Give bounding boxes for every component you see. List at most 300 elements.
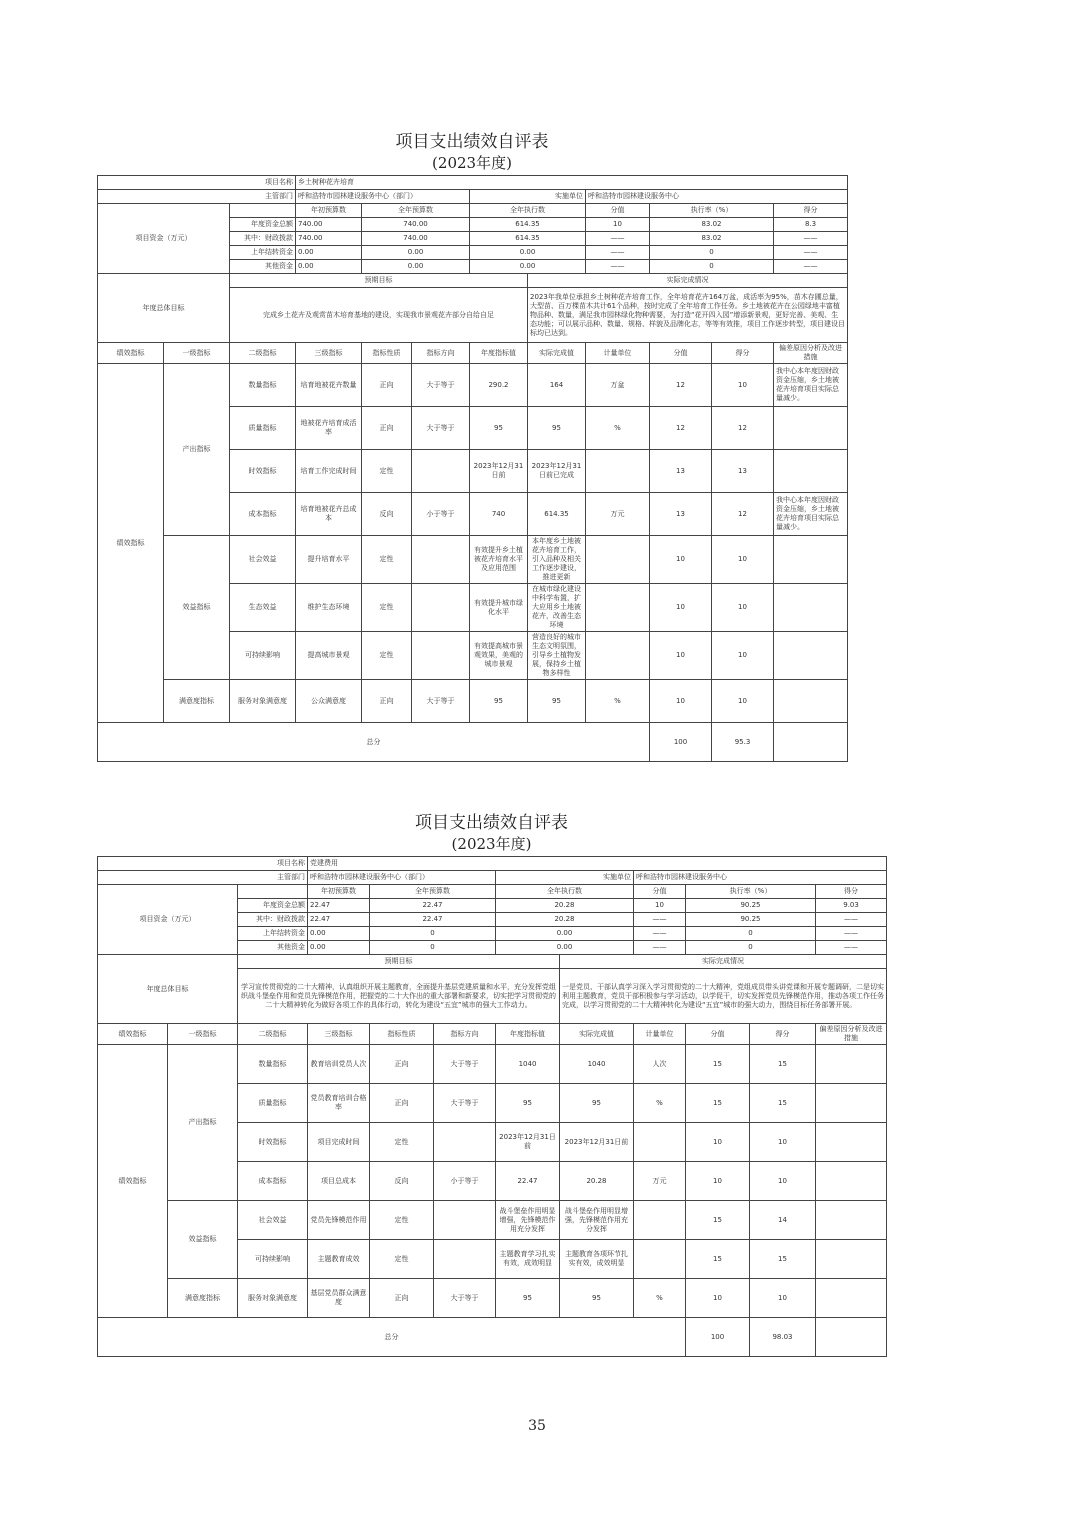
fund-executed: 20.28 [496, 913, 634, 927]
annual-target-value: 95 [470, 680, 528, 723]
fund-header-weight: 分值 [634, 885, 686, 899]
tertiary-indicator: 提高城市景观 [296, 632, 362, 680]
indicator-header-cell: 指标性质 [362, 343, 412, 364]
fund-weight: —— [634, 941, 686, 955]
implementer-label: 实施单位 [496, 871, 634, 885]
fund-row-label: 其他资金 [230, 260, 296, 274]
annual-target-value: 主题教育学习扎实有效，成效明显 [496, 1240, 560, 1279]
project-name-row [98, 176, 848, 190]
fund-label: 项目资金（万元） [98, 885, 238, 955]
fund-score: —— [816, 941, 887, 955]
fund-initial-budget: 0.00 [296, 246, 362, 260]
measure-unit: 人次 [634, 1045, 686, 1084]
deviation-analysis [774, 450, 848, 493]
total-weight: 100 [686, 1318, 750, 1357]
table-sheet-1 [97, 131, 847, 762]
fund-initial-budget: 740.00 [296, 218, 362, 232]
indicator-score: 10 [750, 1123, 816, 1162]
fund-header-row [98, 885, 887, 899]
actual-value: 95 [528, 680, 586, 723]
fund-initial-budget: 22.47 [308, 913, 370, 927]
fund-executed: 0.00 [496, 941, 634, 955]
indicator-header-cell: 指标方向 [412, 343, 470, 364]
deviation-analysis [816, 1201, 887, 1240]
fund-score: 9.03 [816, 899, 887, 913]
indicator-header-row [98, 1024, 887, 1045]
annual-goal-label: 年度总体目标 [98, 274, 230, 343]
indicator-direction: 大于等于 [434, 1084, 496, 1123]
fund-row-label: 其中：财政拨款 [230, 232, 296, 246]
actual-value: 2023年12月31日前 [560, 1123, 634, 1162]
indicator-header-cell: 分值 [686, 1024, 750, 1045]
actual-value: 164 [528, 364, 586, 407]
fund-row-label: 年度资金总额 [230, 218, 296, 232]
actual-value: 在城市绿化建设中科学布置，扩大应用乡土地被花卉，改善生态环境 [528, 584, 586, 632]
fund-weight: —— [586, 246, 650, 260]
table-2-year: (2023年度) [451, 835, 532, 853]
indicator-header-cell: 一级指标 [168, 1024, 238, 1045]
indicator-direction [412, 632, 470, 680]
fund-header-executed: 全年执行数 [470, 204, 586, 218]
fund-annual-budget: 0 [370, 927, 496, 941]
indicator-header-cell: 指标性质 [370, 1024, 434, 1045]
indicator-direction [434, 1240, 496, 1279]
expected-goal-header: 预期目标 [230, 274, 528, 288]
secondary-indicator: 质量指标 [230, 407, 296, 450]
fund-executed: 0.00 [470, 260, 586, 274]
annual-target-value: 2023年12月31日前 [470, 450, 528, 493]
indicator-nature: 正向 [362, 364, 412, 407]
actual-value: 95 [528, 407, 586, 450]
fund-annual-budget: 0 [370, 941, 496, 955]
deviation-analysis [774, 407, 848, 450]
indicator-header-cell: 得分 [712, 343, 774, 364]
indicator-weight: 10 [650, 584, 712, 632]
actual-value: 本年度乡土地被花卉培育工作，引入品种及相关工作逐步建设，推进更新 [528, 536, 586, 584]
fund-rate: 0 [650, 260, 774, 274]
indicator-score: 14 [750, 1201, 816, 1240]
indicator-nature: 正向 [362, 407, 412, 450]
fund-weight: —— [586, 232, 650, 246]
table-1-title: 项目支出绩效自评表 [395, 132, 549, 152]
deviation-analysis: 我中心本年度因财政资金压缩，乡土地被花卉培育项目实际总量减少。 [774, 364, 848, 407]
indicator-header-cell: 得分 [750, 1024, 816, 1045]
fund-header-row [98, 204, 848, 218]
output-indicator-label: 产出指标 [168, 1045, 238, 1201]
indicator-row [98, 536, 848, 584]
deviation-analysis [816, 1045, 887, 1084]
actual-value: 2023年12月31日前已完成 [528, 450, 586, 493]
indicator-direction: 大于等于 [434, 1045, 496, 1084]
implementer-label: 实施单位 [470, 190, 586, 204]
actual-value: 95 [560, 1084, 634, 1123]
secondary-indicator: 社会效益 [230, 536, 296, 584]
actual-result-header: 实际完成情况 [528, 274, 848, 288]
indicator-nature: 正向 [370, 1045, 434, 1084]
secondary-indicator: 可持续影响 [230, 632, 296, 680]
implementer-value: 呼和浩特市园林建设服务中心 [586, 190, 848, 204]
project-name-row [98, 857, 887, 871]
secondary-indicator: 服务对象满意度 [238, 1279, 308, 1318]
indicator-weight: 15 [686, 1201, 750, 1240]
indicator-header-cell: 年度指标值 [470, 343, 528, 364]
fund-blank-cell [238, 885, 308, 899]
indicator-header-cell: 年度指标值 [496, 1024, 560, 1045]
tertiary-indicator: 提升培育水平 [296, 536, 362, 584]
tertiary-indicator: 培育地被花卉数量 [296, 364, 362, 407]
indicator-nature: 定性 [362, 536, 412, 584]
indicator-nature: 反向 [370, 1162, 434, 1201]
secondary-indicator: 数量指标 [230, 364, 296, 407]
indicator-header-cell: 一级指标 [164, 343, 230, 364]
benefit-indicator-label: 效益指标 [164, 536, 230, 680]
fund-initial-budget: 740.00 [296, 232, 362, 246]
indicator-weight: 12 [650, 364, 712, 407]
actual-value: 营造良好的城市生态文明氛围，引导乡土植物发展，保持乡土植物多样性 [528, 632, 586, 680]
performance-indicator-label: 绩效指标 [98, 364, 164, 723]
department-value: 呼和浩特市园林建设服务中心（部门） [308, 871, 496, 885]
indicator-score: 10 [712, 536, 774, 584]
fund-score: —— [816, 913, 887, 927]
indicator-header-cell: 绩效指标 [98, 1024, 168, 1045]
fund-annual-budget: 740.00 [362, 218, 470, 232]
department-row [98, 190, 848, 204]
fund-annual-budget: 22.47 [370, 899, 496, 913]
deviation-analysis [774, 632, 848, 680]
fund-annual-budget: 740.00 [362, 232, 470, 246]
fund-score: 8.3 [774, 218, 848, 232]
indicator-header-cell: 计量单位 [586, 343, 650, 364]
fund-annual-budget: 0.00 [362, 260, 470, 274]
indicator-direction [412, 536, 470, 584]
indicator-header-cell: 实际完成值 [528, 343, 586, 364]
deviation-analysis [774, 584, 848, 632]
indicator-weight: 10 [686, 1123, 750, 1162]
page-number: 35 [528, 1418, 546, 1434]
tertiary-indicator: 党员先锋模范作用 [308, 1201, 370, 1240]
indicator-weight: 10 [686, 1162, 750, 1201]
fund-executed: 0.00 [470, 246, 586, 260]
secondary-indicator: 社会效益 [238, 1201, 308, 1240]
total-label: 总分 [98, 723, 650, 762]
annual-target-value: 22.47 [496, 1162, 560, 1201]
indicator-header-cell: 偏差原因分析及改进措施 [774, 343, 848, 364]
annual-target-value: 290.2 [470, 364, 528, 407]
fund-score: —— [816, 927, 887, 941]
indicator-nature: 反向 [362, 493, 412, 536]
fund-annual-budget: 22.47 [370, 913, 496, 927]
secondary-indicator: 生态效益 [230, 584, 296, 632]
fund-row-label: 年度资金总额 [238, 899, 308, 913]
indicator-direction [412, 450, 470, 493]
indicator-weight: 10 [650, 680, 712, 723]
indicator-nature: 正向 [370, 1279, 434, 1318]
performance-table-2 [97, 856, 887, 1357]
indicator-header-cell: 二级指标 [238, 1024, 308, 1045]
measure-unit [586, 536, 650, 584]
fund-rate: 0 [686, 941, 816, 955]
performance-indicator-label: 绩效指标 [98, 1045, 168, 1318]
indicator-direction: 小于等于 [434, 1162, 496, 1201]
tertiary-indicator: 培育地被花卉总成本 [296, 493, 362, 536]
tertiary-indicator: 公众满意度 [296, 680, 362, 723]
actual-result-text: 一是党员、干部认真学习深入学习贯彻党的二十大精神，党组成员带头讲党课和开展专题调研，二是切实利用主题教育，党员干部积极参与学习活动，以学促干，切实发挥党员先锋模范作用，推动各项工作任务完成，以学习贯彻党的二十大精神转化为建设“五宜”城市的强大动力，围绕目标任务部署开展。 [560, 969, 887, 1024]
fund-header-score: 得分 [774, 204, 848, 218]
fund-row-label: 其他资金 [238, 941, 308, 955]
implementer-value: 呼和浩特市园林建设服务中心 [634, 871, 887, 885]
fund-header-initial-budget: 年初预算数 [308, 885, 370, 899]
satisfaction-indicator-label: 满意度指标 [168, 1279, 238, 1318]
fund-rate: 90.25 [686, 899, 816, 913]
fund-initial-budget: 22.47 [308, 899, 370, 913]
fund-executed: 20.28 [496, 899, 634, 913]
fund-header-annual-budget: 全年预算数 [370, 885, 496, 899]
project-name-label: 项目名称 [98, 176, 296, 190]
tertiary-indicator: 主题教育成效 [308, 1240, 370, 1279]
fund-weight: —— [586, 260, 650, 274]
fund-header-rate: 执行率（%） [686, 885, 816, 899]
deviation-analysis [774, 536, 848, 584]
indicator-row [98, 1045, 887, 1084]
measure-unit: % [586, 407, 650, 450]
indicator-nature: 正向 [362, 680, 412, 723]
indicator-header-cell: 偏差原因分析及改进措施 [816, 1024, 887, 1045]
indicator-score: 15 [750, 1045, 816, 1084]
indicator-weight: 15 [686, 1084, 750, 1123]
actual-result-header: 实际完成情况 [560, 955, 887, 969]
indicator-score: 10 [712, 680, 774, 723]
secondary-indicator: 成本指标 [230, 493, 296, 536]
expected-goal-text: 完成乡土花卉及观赏苗木培育基地的建设，实现我市景观花卉部分自给自足 [230, 288, 528, 343]
fund-header-executed: 全年执行数 [496, 885, 634, 899]
output-indicator-label: 产出指标 [164, 364, 230, 536]
indicator-weight: 13 [650, 450, 712, 493]
indicator-weight: 10 [650, 536, 712, 584]
goal-header-row [98, 955, 887, 969]
indicator-row [98, 364, 848, 407]
annual-target-value: 有效提升城市绿化水平 [470, 584, 528, 632]
indicator-header-cell: 三级指标 [308, 1024, 370, 1045]
total-note-cell [774, 723, 848, 762]
annual-target-value: 1040 [496, 1045, 560, 1084]
deviation-analysis [774, 680, 848, 723]
deviation-analysis [816, 1240, 887, 1279]
measure-unit: % [634, 1279, 686, 1318]
table-sheet-2 [97, 812, 886, 1357]
fund-initial-budget: 0.00 [308, 941, 370, 955]
fund-row-label: 上年结转资金 [230, 246, 296, 260]
measure-unit: % [634, 1084, 686, 1123]
fund-weight: 10 [634, 899, 686, 913]
indicator-direction: 大于等于 [412, 407, 470, 450]
fund-rate: 0 [650, 246, 774, 260]
indicator-header-cell: 二级指标 [230, 343, 296, 364]
fund-rate: 0 [686, 927, 816, 941]
fund-header-weight: 分值 [586, 204, 650, 218]
measure-unit [586, 584, 650, 632]
indicator-row [98, 1201, 887, 1240]
tertiary-indicator: 地被花卉培育成活率 [296, 407, 362, 450]
indicator-weight: 10 [686, 1279, 750, 1318]
deviation-analysis [816, 1084, 887, 1123]
annual-target-value: 战斗堡垒作用明显增强，先锋模范作用充分发挥 [496, 1201, 560, 1240]
tertiary-indicator: 基层党员群众满意度 [308, 1279, 370, 1318]
measure-unit: % [586, 680, 650, 723]
tertiary-indicator: 项目完成时间 [308, 1123, 370, 1162]
table-1-year: (2023年度) [432, 154, 512, 172]
indicator-nature: 定性 [370, 1123, 434, 1162]
measure-unit [586, 450, 650, 493]
indicator-score: 13 [712, 450, 774, 493]
fund-header-initial-budget: 年初预算数 [296, 204, 362, 218]
indicator-weight: 13 [650, 493, 712, 536]
indicator-score: 15 [750, 1240, 816, 1279]
annual-target-value: 95 [496, 1279, 560, 1318]
benefit-indicator-label: 效益指标 [168, 1201, 238, 1279]
fund-score: —— [774, 260, 848, 274]
table-2-title: 项目支出绩效自评表 [415, 813, 568, 833]
indicator-direction [434, 1123, 496, 1162]
total-score: 95.3 [712, 723, 774, 762]
project-name-value: 乡土树种花卉培育 [296, 176, 848, 190]
indicator-score: 10 [750, 1279, 816, 1318]
secondary-indicator: 可持续影响 [238, 1240, 308, 1279]
fund-header-score: 得分 [816, 885, 887, 899]
expected-goal-text: 学习宣传贯彻党的二十大精神，认真组织开展主题教育，全面提升基层党建质量和水平，充分发挥党组织战斗堡垒作用和党员先锋模范作用，把握党的二十大作出的重大部署和新要求，切实把学习贯彻党的二十大精神转化为做好各项工作的具体行动，转化为建设“五宜”城市的强大工作动力。 [238, 969, 560, 1024]
indicator-score: 12 [712, 407, 774, 450]
indicator-header-cell: 分值 [650, 343, 712, 364]
indicator-weight: 10 [650, 632, 712, 680]
measure-unit [634, 1123, 686, 1162]
indicator-nature: 定性 [370, 1201, 434, 1240]
indicator-header-cell: 指标方向 [434, 1024, 496, 1045]
actual-value: 战斗堡垒作用明显增强，先锋模范作用充分发挥 [560, 1201, 634, 1240]
fund-executed: 614.35 [470, 232, 586, 246]
performance-table-1 [97, 175, 848, 762]
fund-executed: 0.00 [496, 927, 634, 941]
secondary-indicator: 时效指标 [230, 450, 296, 493]
expected-goal-header: 预期目标 [238, 955, 560, 969]
total-label: 总分 [98, 1318, 686, 1357]
fund-weight: 10 [586, 218, 650, 232]
fund-blank-cell [230, 204, 296, 218]
annual-target-value: 95 [470, 407, 528, 450]
indicator-header-cell: 绩效指标 [98, 343, 164, 364]
project-name-label: 项目名称 [98, 857, 308, 871]
secondary-indicator: 服务对象满意度 [230, 680, 296, 723]
department-label: 主管部门 [98, 871, 308, 885]
annual-target-value: 2023年12月31日前 [496, 1123, 560, 1162]
indicator-score: 15 [750, 1084, 816, 1123]
indicator-weight: 12 [650, 407, 712, 450]
indicator-nature: 定性 [362, 584, 412, 632]
indicator-weight: 15 [686, 1240, 750, 1279]
annual-target-value: 有效提升乡土植被花卉培育水平及应用范围 [470, 536, 528, 584]
indicator-nature: 定性 [370, 1240, 434, 1279]
indicator-nature: 正向 [370, 1084, 434, 1123]
indicator-direction [434, 1201, 496, 1240]
indicator-score: 12 [712, 493, 774, 536]
total-row [98, 1318, 887, 1357]
annual-target-value: 有效提高城市景观效果，美观的城市景观 [470, 632, 528, 680]
indicator-direction [412, 584, 470, 632]
measure-unit: 万元 [586, 493, 650, 536]
indicator-score: 10 [750, 1162, 816, 1201]
tertiary-indicator: 维护生态环境 [296, 584, 362, 632]
total-score: 98.03 [750, 1318, 816, 1357]
actual-value: 614.35 [528, 493, 586, 536]
secondary-indicator: 时效指标 [238, 1123, 308, 1162]
actual-value: 主题教育各项环节扎实有效，成效明显 [560, 1240, 634, 1279]
indicator-header-row [98, 343, 848, 364]
fund-score: —— [774, 246, 848, 260]
indicator-score: 10 [712, 632, 774, 680]
indicator-row [98, 680, 848, 723]
secondary-indicator: 质量指标 [238, 1084, 308, 1123]
fund-rate: 83.02 [650, 218, 774, 232]
deviation-analysis: 我中心本年度因财政资金压缩，乡土地被花卉培育项目实际总量减少。 [774, 493, 848, 536]
fund-score: —— [774, 232, 848, 246]
fund-rate: 83.02 [650, 232, 774, 246]
indicator-header-cell: 计量单位 [634, 1024, 686, 1045]
indicator-direction: 大于等于 [434, 1279, 496, 1318]
fund-row-label: 其中：财政拨款 [238, 913, 308, 927]
indicator-header-cell: 实际完成值 [560, 1024, 634, 1045]
indicator-direction: 小于等于 [412, 493, 470, 536]
deviation-analysis [816, 1162, 887, 1201]
project-name-value: 党建费用 [308, 857, 887, 871]
indicator-nature: 定性 [362, 450, 412, 493]
deviation-analysis [816, 1279, 887, 1318]
indicator-direction: 大于等于 [412, 364, 470, 407]
indicator-nature: 定性 [362, 632, 412, 680]
total-row [98, 723, 848, 762]
tertiary-indicator: 培育工作完成时间 [296, 450, 362, 493]
indicator-score: 10 [712, 364, 774, 407]
satisfaction-indicator-label: 满意度指标 [164, 680, 230, 723]
fund-weight: —— [634, 913, 686, 927]
fund-header-rate: 执行率（%） [650, 204, 774, 218]
tertiary-indicator: 项目总成本 [308, 1162, 370, 1201]
measure-unit [586, 632, 650, 680]
goal-header-row [98, 274, 848, 288]
department-label: 主管部门 [98, 190, 296, 204]
measure-unit [634, 1240, 686, 1279]
annual-goal-label: 年度总体目标 [98, 955, 238, 1024]
measure-unit [634, 1201, 686, 1240]
actual-value: 20.28 [560, 1162, 634, 1201]
indicator-header-cell: 三级指标 [296, 343, 362, 364]
secondary-indicator: 成本指标 [238, 1162, 308, 1201]
measure-unit: 万元 [634, 1162, 686, 1201]
total-note-cell [816, 1318, 887, 1357]
indicator-weight: 15 [686, 1045, 750, 1084]
fund-label: 项目资金（万元） [98, 204, 230, 274]
measure-unit: 万盆 [586, 364, 650, 407]
total-weight: 100 [650, 723, 712, 762]
fund-executed: 614.35 [470, 218, 586, 232]
fund-header-annual-budget: 全年预算数 [362, 204, 470, 218]
fund-rate: 90.25 [686, 913, 816, 927]
department-row [98, 871, 887, 885]
fund-weight: —— [634, 927, 686, 941]
deviation-analysis [816, 1123, 887, 1162]
actual-value: 1040 [560, 1045, 634, 1084]
annual-target-value: 740 [470, 493, 528, 536]
indicator-row [98, 1279, 887, 1318]
fund-annual-budget: 0.00 [362, 246, 470, 260]
indicator-score: 10 [712, 584, 774, 632]
